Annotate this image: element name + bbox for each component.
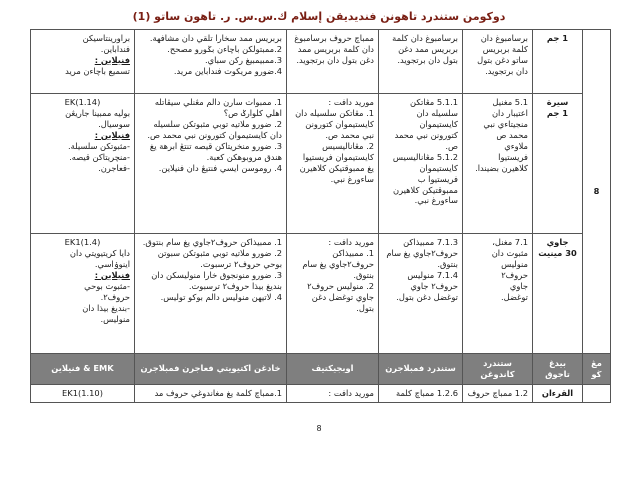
text-line: اينوۏاسي. (94, 258, 130, 269)
week-cell (583, 384, 611, 402)
text-line: حروف۲ جاوي (410, 280, 458, 291)
text-line: 3.ممبيمبيغ رکن سباي. (204, 54, 282, 65)
header-objektif: اوبجيکتيف (287, 354, 379, 385)
kandungan-cell (463, 234, 533, 354)
text-line: محمد ص (496, 129, 528, 140)
text-line: جاوي توغضل دغن (311, 291, 374, 302)
text-line: بربريس ممد دغن (398, 43, 458, 54)
header-pembelajaran: ستندرد فمبلاجرن (379, 354, 463, 385)
text-line: فنيلاين : (94, 129, 130, 140)
text-line: 2. ضورو ملاتيه توبي مثبوتکن سلسيله دان کايستيموان کتورونن نبي محمد ص. (147, 118, 282, 140)
text-line: کايستيموان فريستيوا (302, 151, 374, 162)
text-line: 7.1 مغنل، (492, 237, 528, 247)
nilai-cell (31, 94, 135, 234)
text-line: دان برتجويد. (485, 65, 528, 76)
objektif-cell (287, 234, 379, 354)
text-line: تسميع باچاءن مريد (65, 65, 130, 76)
table-row (31, 94, 611, 234)
text-line: بتول دان برتجويد. (397, 54, 458, 65)
text-line: سلسيله دان (416, 107, 458, 118)
topic-label: 1 جم (546, 33, 569, 43)
aktiviti-cell: 1.ممباچ كلمة يغ مغاندوغي حروف مد (135, 384, 287, 402)
page-number: 8 (316, 424, 322, 433)
text-line: برسامبوغ دان (480, 33, 528, 43)
table-row (31, 30, 611, 94)
text-line: توغضل دغن بتول. (396, 291, 458, 302)
text-line: فريستيوا ب (417, 173, 458, 184)
text-line: کايستيموان (419, 162, 458, 173)
text-line: بنتوق. (437, 258, 458, 269)
table-row (31, 384, 611, 402)
topic-cell (533, 234, 583, 354)
text-line: 2. مڠاناليسيس (322, 140, 374, 151)
text-line: 7.1.3 ممبيذاكن (403, 237, 458, 247)
objektif-cell (287, 30, 379, 94)
text-line: 1. مڠاتکن سلسيله دان (295, 107, 374, 118)
text-line: 1. ممبيذاكن حروف۲جاوي يغ سام بنتوق. (142, 237, 282, 247)
header-topic: بيدغ تاجوق (533, 354, 583, 385)
text-line: نبي محمد ص. (325, 129, 374, 140)
text-line: ساءورغ نبي. (330, 173, 374, 184)
text-line: -بنديغ بيذا دان (82, 302, 130, 313)
text-line: سوسيال. (98, 118, 130, 129)
text-line: دايا كريتيويتي دان (69, 247, 130, 258)
text-line: 3. ضورو منونجوق خارا منوليسکن دان بنديغ بيذا حروف۲ ترسبوت. (151, 269, 282, 291)
text-line: 1. ممبيذاكن (332, 247, 374, 258)
pembelajaran-cell (379, 234, 463, 354)
header-kandungan: ستندرد كاندوغن (463, 354, 533, 385)
text-line: 5.1 مغنيل (492, 97, 528, 107)
text-line: 5.1.2 مڠاناليسيس (392, 151, 458, 162)
text-line: EK(1.14) (64, 97, 101, 107)
text-line: توغضل. (500, 291, 528, 302)
text-line: براورينتاسيکن (82, 33, 130, 43)
text-line: فريستيوا (498, 151, 528, 162)
topic-cell: القرءان (533, 384, 583, 402)
lesson-plan-table (30, 29, 611, 403)
text-line: حروف۲. (100, 291, 130, 302)
text-line: 2.ممبتولكن باچاءن بݢورو مصحح. (167, 43, 282, 54)
text-line: کتورونن نبي محمد (394, 129, 458, 140)
text-line: ساءورغ نبي. (414, 195, 458, 206)
text-line: 2. ضورو ملاتيه توبي مثبوتکن سبوتن بوحي حروف۲ ترسبوت. (157, 247, 282, 269)
text-line: اعتيبار دان (491, 107, 528, 118)
text-line: دان كلمة بربريس ممد (297, 43, 374, 54)
text-line: 3. ضورو منخريتاكن قيصه تنتڠ ابرهة يغ هندق مروبوهکن كعبة. (149, 140, 282, 162)
kandungan-cell (463, 94, 533, 234)
aktiviti-cell (135, 234, 287, 354)
nilai-cell: EK1(1.10) (31, 384, 135, 402)
text-line: جاوي (509, 280, 528, 291)
text-line: موريد دافت : (328, 237, 374, 247)
text-line: بربريس ممد سخارا تلقي دان مشافهة. (149, 33, 282, 43)
text-line: 1. ممبوات سارن دالم مڠنلي سيڤاتله اهلي کلوارݢ ص؟ (154, 97, 282, 118)
text-line: منجيتاءي نبي (483, 118, 528, 129)
table-header-row (31, 354, 611, 385)
pembelajaran-cell (379, 30, 463, 94)
text-line: -منچريتاكن قيصه. (69, 151, 130, 162)
text-line: -مثبوت بوحي (84, 280, 130, 291)
text-line: ساتو دغن بتول (477, 54, 528, 65)
text-line: بتول. (356, 302, 374, 313)
pembelajaran-cell (379, 94, 463, 234)
objektif-cell (287, 94, 379, 234)
header-aktiviti: خادغن اكتيويتي فعاجرن فمبلاجرن (135, 354, 287, 385)
table-row (31, 234, 611, 354)
text-line: بنتوق. (353, 269, 374, 280)
text-line: كلمة بربريس (482, 43, 528, 54)
text-line: 4. لاتيهن منوليس دالم بوکو توليس. (160, 291, 282, 302)
aktiviti-cell (135, 94, 287, 234)
text-line: -مثبوتکن سلسيلة. (67, 140, 130, 151)
pembelajaran-cell: 1.2.6 ممباچ كلمة (379, 384, 463, 402)
header-nilai: EMK & فنيلاين (31, 354, 135, 385)
text-line: ص. (445, 140, 458, 151)
text-line: -فعاجرن. (98, 162, 130, 173)
text-line: کايستيموان کتورونن (305, 118, 374, 129)
text-line: منوليس (501, 258, 528, 269)
text-line: فنداباين. (100, 43, 130, 54)
topic-label: سيرة (546, 97, 569, 107)
text-line: مثبوت دان (491, 247, 528, 258)
text-line: ممباچ حروف برسامبوغ (294, 33, 374, 43)
kandungan-cell: 1.2 ممباچ حروف (463, 384, 533, 402)
text-line: 5.1.1 مڠاتكن (410, 97, 458, 107)
text-line: كلاهيرن بضيندا. (475, 162, 528, 173)
text-line: کايستيموان (419, 118, 458, 129)
topic-duration: 1 جم (546, 107, 569, 118)
kandungan-cell (463, 30, 533, 94)
document-title: دوكومن ستندرد تاهونن فنديديقن إسلام ك.س.س. ر. تاهون ساتو (1) (132, 10, 506, 23)
text-line: 7.1.4 منوليس (407, 269, 458, 280)
text-line: يغ ممبوقتيکن كلاهيرن (299, 162, 374, 173)
text-line: فنيلاين : (94, 54, 130, 65)
text-line: حروف۲جاوي يغ سام (302, 258, 374, 269)
text-line: ملاوءي (504, 140, 528, 151)
header-week: مڠ ڬو (583, 354, 611, 385)
text-line: حروف۲جاوي يغ سام (386, 247, 458, 258)
text-line: 4. روموسن ايسي فنتيڠ دان فنيلاين. (158, 162, 282, 173)
week-number: 8 (593, 186, 600, 197)
text-line: EK1(1.4) (64, 237, 101, 247)
text-line: برسامبوغ دان كلمة (392, 33, 458, 43)
aktiviti-cell (135, 30, 287, 94)
nilai-cell (31, 30, 135, 94)
text-line: 4.ضورو مريکوت فنداباين مريد. (173, 65, 282, 76)
objektif-cell: موريد دافت : (287, 384, 379, 402)
text-line: فنيلاين : (94, 269, 130, 280)
text-line: ممبوقتيکن كلاهيرن (393, 184, 458, 195)
text-line: بوليه ممبينا جاريڠن (65, 107, 130, 118)
text-line: منوليس. (100, 313, 130, 324)
text-line: حروف۲ (501, 269, 528, 280)
topic-duration: 30 مينيت (538, 247, 577, 258)
topic-cell (533, 94, 583, 234)
nilai-cell (31, 234, 135, 354)
topic-label: جاوي (546, 237, 569, 247)
week-cell (583, 30, 611, 354)
text-line: موريد دافت : (328, 97, 374, 107)
text-line: 2. منوليس حروف۲ (307, 280, 374, 291)
text-line: دغن بتول دان برتجويد. (296, 54, 374, 65)
topic-cell (533, 30, 583, 94)
